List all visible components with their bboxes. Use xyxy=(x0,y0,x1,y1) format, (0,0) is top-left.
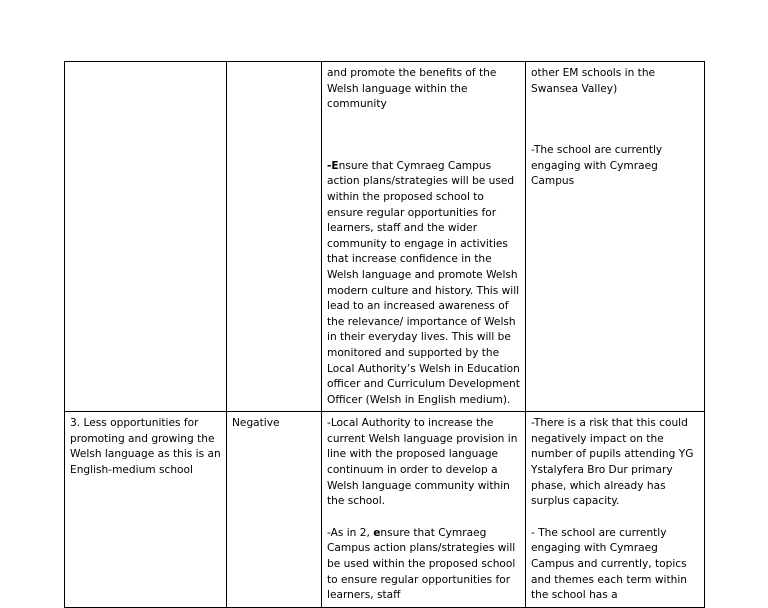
issue-cell: 3. Less opportunities for promoting and growing the Welsh language as this is an English-medium school xyxy=(65,412,227,608)
mitigation-paragraph: -Local Authority to increase the current Welsh language provision in line with the proposed language continuum in order to develop a Welsh language community within the school. xyxy=(327,417,518,508)
notes-paragraph: -There is a risk that this could negatively impact on the number of pupils attending YG Ystalyfera Bro Dur primary phase, which already has surplus capacity. xyxy=(531,417,694,508)
impact-assessment-table xyxy=(64,61,705,608)
table-row xyxy=(65,412,705,608)
impact-cell xyxy=(227,62,322,412)
mitigation-cell xyxy=(322,412,526,608)
issue-cell xyxy=(65,62,227,412)
impact-cell: Negative xyxy=(227,412,322,608)
notes-cell xyxy=(526,62,705,412)
notes-cell xyxy=(526,412,705,608)
mitigation-paragraph: and promote the benefits of the Welsh language within the community xyxy=(327,67,497,111)
notes-paragraph: - The school are currently engaging with Cymraeg Campus and currently, topics and themes each term within the school has a xyxy=(531,526,687,602)
mitigation-paragraph: -Ensure that Cymraeg Campus action plans/strategies will be used within the proposed school to ensure regular opportunities for learners, staff and the wider community to engage in activities that increase confidence in the Welsh language and promote Welsh modern culture and history. This will lead to an increased awareness of the relevance/ importance of Welsh in their everyday lives. This will be monitored and supported by the Local Authority’s Welsh in Education officer and Curriculum Development Officer (Welsh in English medium). xyxy=(327,159,520,406)
mitigation-cell xyxy=(322,62,526,412)
mitigation-paragraph: -As in 2, ensure that Cymraeg Campus action plans/strategies will be used within the proposed school to ensure regular opportunities for learners, staff xyxy=(327,526,516,602)
table-row xyxy=(65,62,705,412)
notes-paragraph: -The school are currently engaging with Cymraeg Campus xyxy=(531,144,663,188)
notes-paragraph: other EM schools in the Swansea Valley) xyxy=(531,67,656,95)
